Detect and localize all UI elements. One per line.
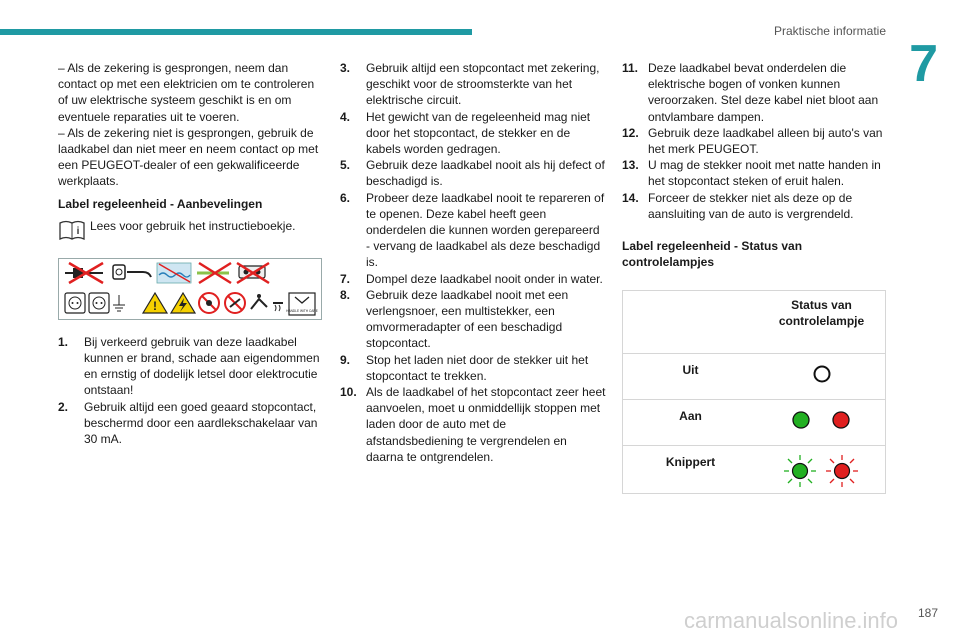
table-header-row — [623, 291, 886, 354]
watermark-logo: carmanualsonline.info — [684, 608, 899, 633]
socket-icon-2 — [89, 293, 109, 313]
ground-symbol-icon — [113, 295, 125, 311]
row-label-blinking: Knippert — [623, 446, 759, 493]
recommendations-list-1 — [58, 334, 320, 447]
no-multiplug-icon — [237, 263, 269, 283]
list-item: 2. Gebruik altijd een goed geaard stopcontact, beschermd door een aardlekschakelaar van 30 mA. — [58, 399, 318, 447]
socket-icon-1 — [65, 293, 85, 313]
water-warning-icon — [157, 263, 191, 283]
red-lamp-icon — [833, 412, 849, 428]
list-item: 3. Gebruik altijd een stopcontact met zekering, geschikt voor de stroomsterkte van het elektrische circuit. — [340, 61, 600, 108]
lamp-blinking-icons — [782, 454, 862, 488]
plug-socket-icon — [113, 265, 151, 279]
row-label-off: Uit — [623, 354, 759, 400]
warning-pictograms — [59, 259, 321, 319]
list-item: 10. Als de laadkabel of het stopcontact zeer heet aanvoelen, moet u onmiddellijk stoppen met laden door de auto met de afstandsbediening te vergrendelen en daarna te ontgrendelen. — [340, 385, 606, 464]
warning-label-image — [58, 258, 322, 320]
electric-shock-icon — [171, 293, 195, 313]
chapter-number: 7 — [909, 35, 938, 93]
warning-triangle-icon — [143, 293, 167, 313]
no-pull-cable-icon — [251, 294, 267, 309]
status-table — [622, 290, 886, 493]
list-item: 7. Dompel deze laadkabel nooit onder in water. — [340, 271, 603, 286]
green-blink-lamp-icon — [792, 464, 807, 479]
lamp-off-icon — [810, 362, 834, 386]
no-adapter-icon — [197, 263, 231, 283]
handle-with-care-icon — [286, 293, 318, 315]
paragraph-fuse-not-blown: – Als de zekering niet is gesprongen, gebruik de laadkabel dan niet meer en neem contact op met een PEUGEOT-dealer of een gekwalificeerde werkplaats. — [58, 125, 319, 189]
handle-with-care-text: HANDLE WITH CARE — [286, 308, 318, 313]
no-open-icon — [225, 293, 245, 313]
header-accent-bar — [0, 29, 472, 35]
svg-text:i: i — [76, 225, 80, 237]
list-item: 13. U mag de stekker nooit met natte handen in het stopcontact steken of eruit halen. — [622, 158, 881, 189]
table-row — [623, 354, 886, 400]
column-left — [58, 60, 320, 447]
lamp-on-icons — [787, 408, 857, 432]
recommendations-list-2 — [340, 60, 606, 465]
list-item: 6. Probeer deze laadkabel nooit te repareren of te openen. Deze kabel heeft geen onderdelen die kunnen worden gerepareerd - vervang de laadkabel als deze beschadigd is. — [340, 190, 605, 270]
page-number: 187 — [917, 606, 938, 620]
list-item: 5. Gebruik deze laadkabel nooit als hij defect of beschadigd is. — [340, 158, 605, 189]
list-item: 9. Stop het laden niet door de stekker uit het stopcontact te trekken. — [340, 352, 589, 383]
red-blink-lamp-icon — [834, 464, 849, 479]
heading-status-lights: Label regeleenheid - Status van controlelampjes — [622, 239, 803, 270]
list-item: 11. Deze laadkabel bevat onderdelen die elektrische bogen of vonken kunnen veroorzaken. Stel deze kabel niet bloot aan ontvlambare dampen. — [622, 61, 879, 124]
column-middle — [340, 60, 606, 465]
svg-text:!: ! — [153, 298, 157, 313]
no-extension-cord-icon — [65, 263, 103, 283]
table-header-status: Status van controlelampje — [778, 298, 865, 329]
column-right — [622, 60, 888, 494]
row-label-on: Aan — [623, 400, 759, 446]
section-title: Praktische informatie — [773, 24, 886, 38]
paragraph-fuse-blown: – Als de zekering is gesprongen, neem dan contact op met een elektricien om te controleren of uw elektrische systeem geschikt is en om eventuele reparaties uit te voeren. — [58, 61, 315, 124]
list-item: 4. Het gewicht van de regeleenheid mag niet door het stopcontact, de stekker en de kabels worden gedragen. — [340, 109, 591, 157]
note-text: Lees voor gebruik het instructieboekje. — [90, 218, 296, 233]
heat-hazard-icon — [273, 303, 283, 311]
list-item: 1. Bij verkeerd gebruik van deze laadkabel kunnen er brand, schade aan eigendommen en ernstig of dodelijk letsel door elektrocutie ontstaan! — [58, 334, 320, 398]
list-item: 14. Forceer de stekker niet als deze op de aansluiting van de auto is vergrendeld. — [622, 190, 854, 221]
no-repair-icon — [199, 293, 219, 313]
table-row — [623, 400, 886, 446]
table-row — [623, 446, 886, 493]
list-item: 12. Gebruik deze laadkabel alleen bij auto's van het merk PEUGEOT. — [622, 125, 883, 157]
info-note — [58, 218, 320, 244]
heading-recommendations: Label regeleenheid - Aanbevelingen — [58, 196, 263, 211]
list-item: 8. Gebruik deze laadkabel nooit met een verlengsnoer, een multistekker, een omvormeradapter of een beschadigd stopcontact. — [340, 287, 569, 351]
recommendations-list-3 — [622, 60, 888, 222]
green-lamp-icon — [793, 412, 809, 428]
manual-book-icon — [58, 218, 86, 244]
